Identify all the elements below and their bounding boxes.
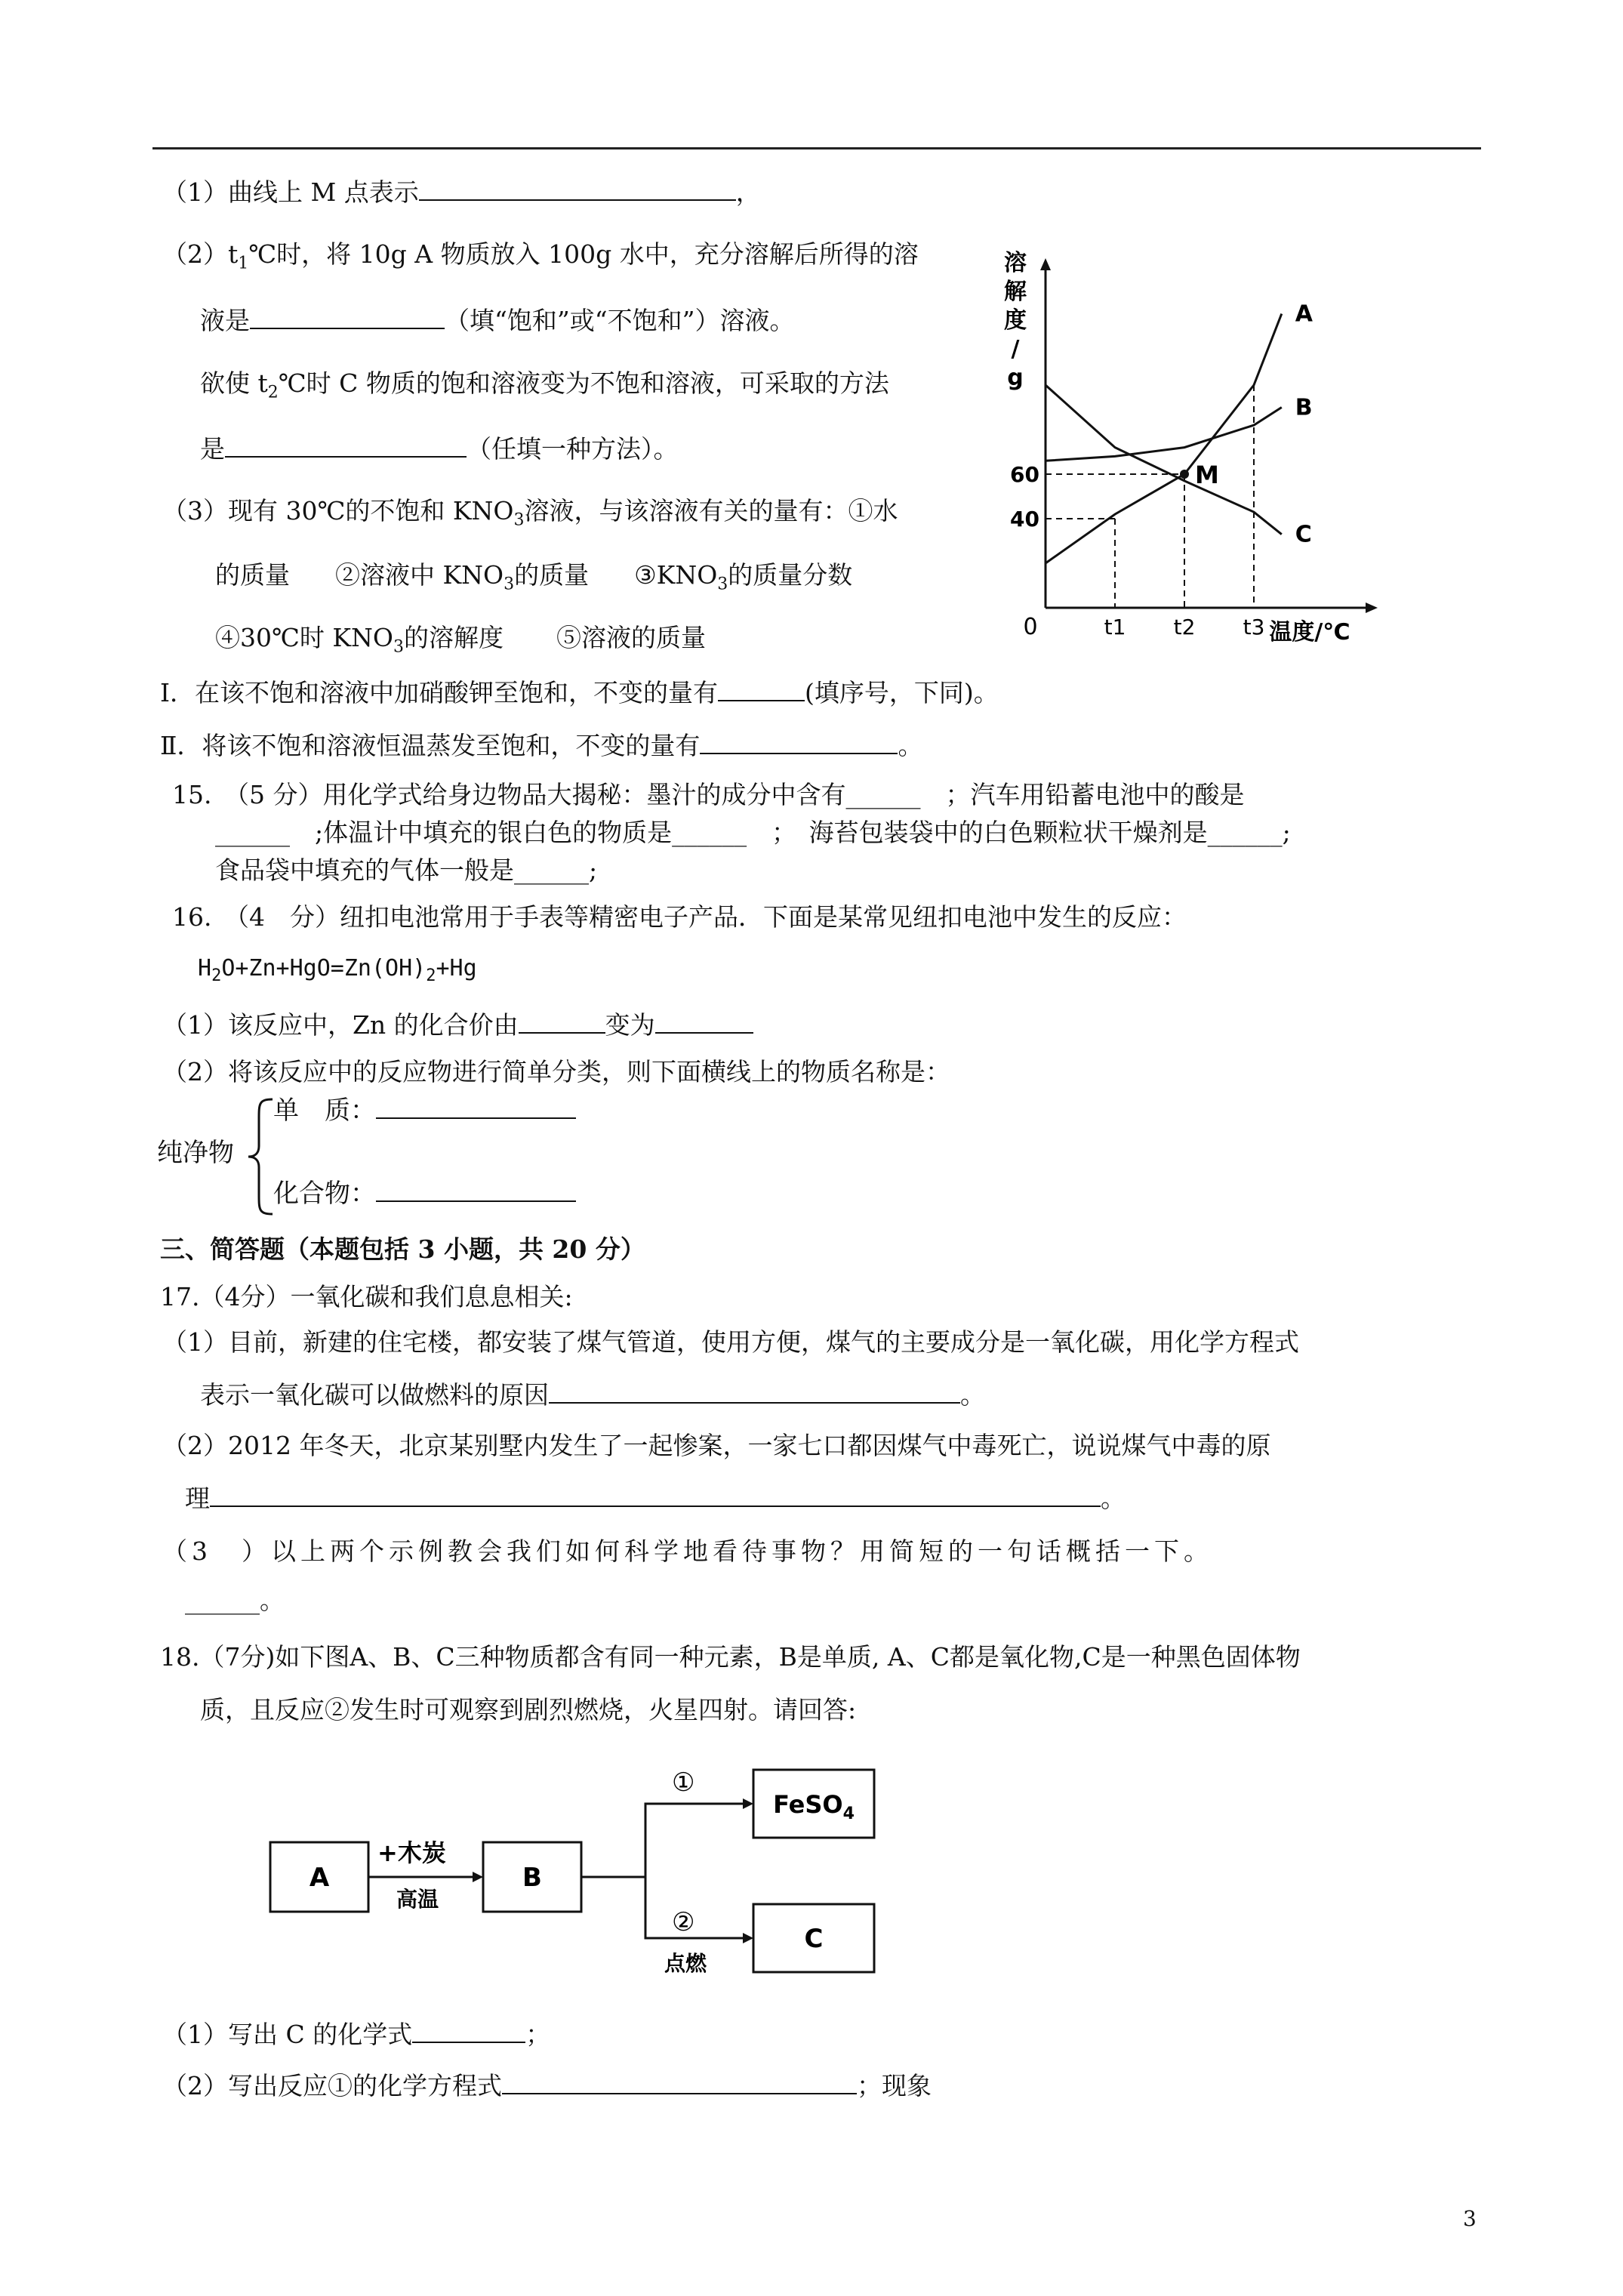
answer-blank[interactable] xyxy=(655,1008,753,1034)
answer-blank[interactable] xyxy=(419,175,736,201)
class-compound: 化合物： xyxy=(273,1176,576,1210)
q16-equation: $H_2O+Zn+HgO=Zn(OH)_2+Hg$ xyxy=(198,955,477,985)
curve-label-C: C xyxy=(1295,521,1312,548)
answer-blank[interactable] xyxy=(519,1008,605,1034)
reagent-label: +木炭 xyxy=(377,1838,446,1867)
q17-intro: 17.（4分）一氧化碳和我们息息相关: xyxy=(160,1282,573,1311)
q14-part3-line2: 的质量 ②溶液中 $KNO_3$的质量 $③KNO_3$的质量分数 xyxy=(215,560,853,594)
q17-part2-line2: 理 。 xyxy=(185,1481,1126,1514)
answer-blank[interactable] xyxy=(502,2069,857,2094)
box-b-label: B xyxy=(522,1863,542,1893)
q16-part2: （2）将该反应中的反应物进行简单分类，则下面横线上的物质名称是： xyxy=(162,1057,950,1086)
origin-label: 0 xyxy=(1023,614,1038,640)
box-feso4-label: FeSO$_4$ xyxy=(773,1790,855,1823)
q18-part1: （1）写出 C 的化学式 ； xyxy=(162,2017,550,2050)
q14-part2-line2: 液是 （填“饱和”或“不饱和”）溶液。 xyxy=(200,304,794,336)
y-axis-arrow-icon xyxy=(1040,258,1051,270)
answer-blank[interactable] xyxy=(412,2017,525,2043)
point-m xyxy=(1180,470,1189,479)
y-axis-label-char: g xyxy=(1007,365,1024,391)
y-axis-label-char: / xyxy=(1011,336,1020,362)
q16-part1: （1）该反应中，Zn 的化合价由 变为 xyxy=(162,1008,753,1040)
q14-part2-line3: 欲使 $t_2℃$时 C 物质的饱和溶液变为不饱和溶液，可采取的方法 xyxy=(200,368,889,402)
q18-part2: （2）写出反应①的化学方程式 ；现象 xyxy=(162,2069,932,2101)
q15-line3: 食品袋中填充的气体一般是______; xyxy=(215,855,598,885)
curve-label-A: A xyxy=(1295,300,1313,328)
q14-roman-i: Ⅰ．在该不饱和溶液中加硝酸钾至饱和，不变的量有 (填序号，下同)。 xyxy=(160,676,999,708)
q18-line2: 质，且反应②发生时可观察到剧烈燃烧，火星四射。请回答: xyxy=(200,1695,857,1724)
section-heading: 三、简答题（本题包括 3 小题，共 20 分） xyxy=(160,1234,645,1264)
answer-blank[interactable] xyxy=(376,1093,576,1119)
page-number: 3 xyxy=(1463,2206,1477,2231)
reaction-mark-2: ② xyxy=(672,1907,695,1937)
condition-label: 高温 xyxy=(396,1887,439,1912)
reaction-mark-1: ① xyxy=(672,1767,695,1798)
arrow-head-icon xyxy=(743,1798,753,1809)
y-axis-label-char: 解 xyxy=(1004,279,1027,305)
ignite-label: 点燃 xyxy=(664,1951,707,1976)
box-c-label: C xyxy=(804,1924,824,1954)
q17-part1-line2: 表示一氧化碳可以做燃料的原因 。 xyxy=(200,1378,985,1410)
q14-part1: （1）曲线上 M 点表示 ， xyxy=(162,175,761,208)
q17-part1-line1: （1）目前，新建的住宅楼，都安装了煤气管道，使用方便，煤气的主要成分是一氧化碳，用化学方程式 xyxy=(162,1327,1299,1357)
curve-label-B: B xyxy=(1295,394,1313,421)
q14-part3-line1: （3）现有 30℃的不饱和 $KNO_3$溶液，与该溶液有关的量有：①水 xyxy=(162,496,898,530)
y-tick-label: 60 xyxy=(1010,462,1039,487)
answer-blank[interactable] xyxy=(718,676,805,701)
x-tick-label: t3 xyxy=(1243,615,1265,639)
q17-part3-line2: ______。 xyxy=(185,1586,285,1615)
solubility-chart xyxy=(1000,249,1393,649)
curve-C xyxy=(1046,385,1282,535)
q14-part2-line4: 是 （任填一种方法）。 xyxy=(200,432,679,464)
q17-part3-line1: （3 ）以上两个示例教会我们如何科学地看待事物？用简短的一句话概括一下。 xyxy=(162,1536,1213,1566)
q16-line1: 16. （4 分）纽扣电池常用于手表等精密电子产品．下面是某常见纽扣电池中发生的反应： xyxy=(172,902,1187,932)
q18-line1: 18.（7分)如下图A、B、C三种物质都含有同一种元素，B是单质, A、C都是氧化物,C是一种黑色固体物 xyxy=(160,1642,1301,1672)
x-axis-label: 温度/℃ xyxy=(1269,619,1350,646)
answer-blank[interactable] xyxy=(376,1176,576,1202)
header-rule xyxy=(152,147,1481,149)
arrow-head-icon xyxy=(743,1933,753,1943)
q15-line2: ______ ;体温计中填充的银白色的物质是______ ； 海苔包装袋中的白色颗粒状干燥剂是______; xyxy=(215,818,1291,847)
arrow-head-icon xyxy=(473,1872,483,1882)
class-simple-substance: 单 质： xyxy=(273,1093,576,1126)
x-tick-label: t2 xyxy=(1173,615,1196,639)
answer-blank[interactable] xyxy=(250,304,445,329)
curve-A xyxy=(1046,314,1282,563)
y-axis-label-char: 度 xyxy=(1004,307,1027,334)
q14-part3-line3: ④30℃时 $KNO_3$的溶解度 ⑤溶液的质量 xyxy=(215,623,706,657)
x-axis-arrow-icon xyxy=(1366,603,1378,613)
y-axis-label-char: 溶 xyxy=(1004,250,1027,276)
answer-blank[interactable] xyxy=(700,729,898,754)
reaction-flow-diagram xyxy=(264,1759,891,1986)
x-tick-label: t1 xyxy=(1104,615,1126,639)
answer-blank[interactable] xyxy=(225,432,467,458)
class-root-label: 纯净物 xyxy=(157,1138,234,1168)
q14-part2-line1: $(2)t_1℃$时，将 10g A 物质放入 100g 水中，充分溶解后所得的溶 xyxy=(162,239,919,273)
answer-blank[interactable] xyxy=(210,1481,1101,1507)
q14-roman-ii: Ⅱ．将该不饱和溶液恒温蒸发至饱和，不变的量有 。 xyxy=(160,729,922,761)
q17-part2-line1: （2）2012 年冬天，北京某别墅内发生了一起惨案，一家七口都因煤气中毒死亡，说说煤气中毒的原 xyxy=(162,1431,1271,1460)
answer-blank[interactable] xyxy=(549,1378,960,1404)
brace-icon xyxy=(245,1096,276,1217)
box-a-label: A xyxy=(309,1863,330,1893)
q15-line1: 15. （5 分）用化学式给身边物品大揭秘：墨汁的成分中含有______ ；汽车用铅蓄电池中的酸是 xyxy=(172,780,1245,809)
point-m-label: M xyxy=(1195,461,1219,489)
y-tick-label: 40 xyxy=(1010,507,1039,532)
